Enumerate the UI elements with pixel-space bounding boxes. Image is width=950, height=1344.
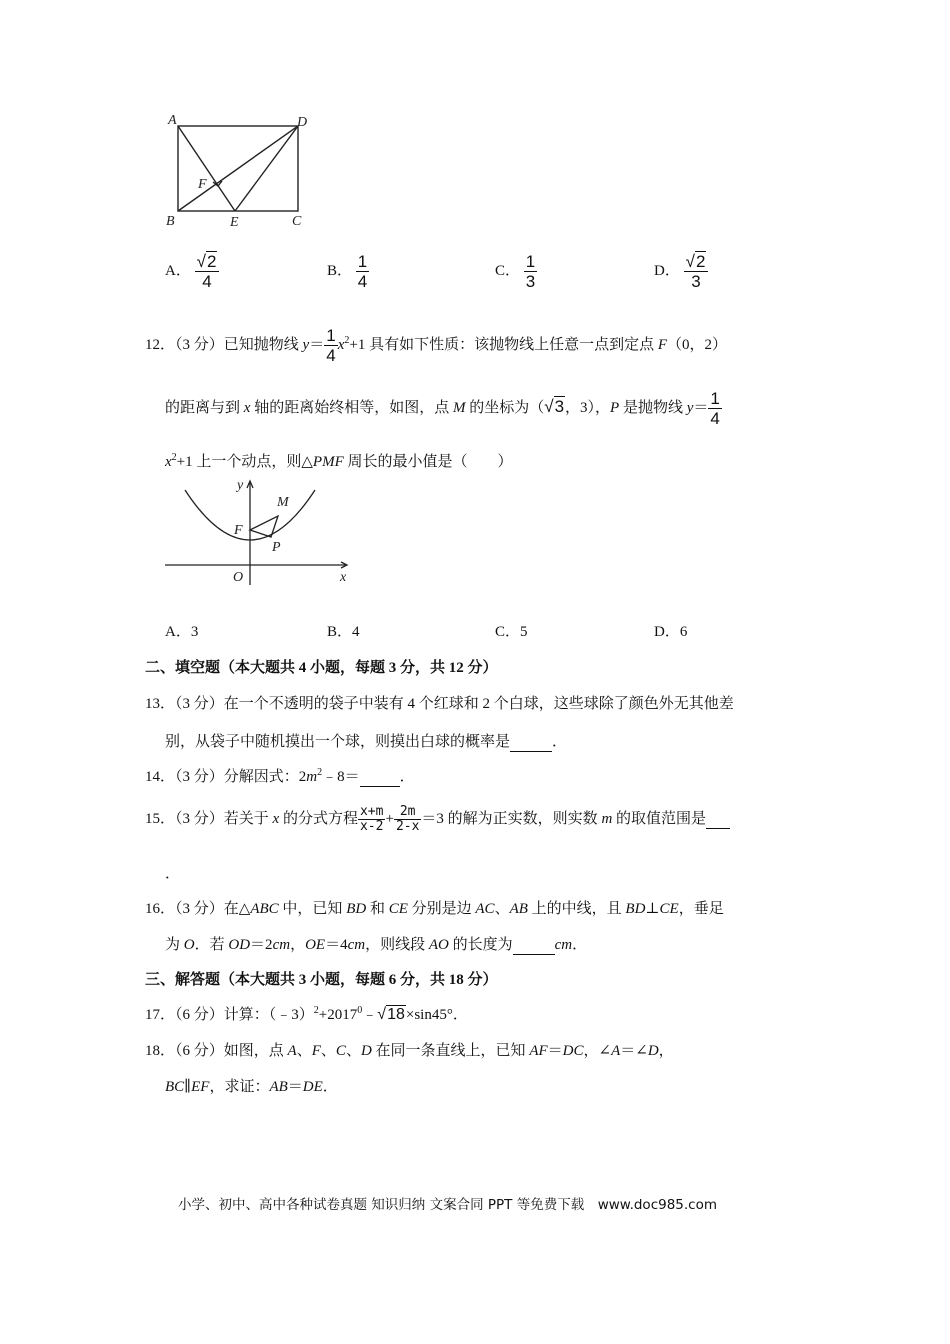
q18-line-2: BC∥EF，求证：AB＝DE． [165,1079,338,1095]
page-footer: 小学、初中、高中各种试卷真题 知识归纳 文案合同 PPT 等免费下载 www.doc985.com [178,1197,718,1213]
q11-option-b[interactable] [327,252,369,291]
option-fraction [524,252,537,291]
label-M: M [277,495,289,510]
answer-blank[interactable] [360,769,400,787]
section-3-heading: 三、解答题（本大题共 3 小题，每题 6 分，共 18 分） [145,972,498,988]
label-C: C [292,214,302,229]
fraction-one-quarter: $\frac{1}{4}$ [710,389,720,428]
denominator: 3 [525,272,536,291]
q13-line-1: 13．（3 分）在一个不透明的袋子中装有 4 个红球和 2 个白球，这些球除了颜色外无其他差 [145,696,734,712]
label-O: O [233,570,244,585]
q12-option-c[interactable]: C．5 [495,624,528,640]
q12-line-2: 的距离与到 x 轴的距离始终相等，如图，点 M 的坐标为（√3，3），P 是抛物线 y＝ $\frac{1}{4}$ [165,389,720,428]
q11-option-d[interactable] [654,252,708,291]
q16-line-2: 为 O．若 OD＝2cm，OE＝4cm，则线段 AO 的长度为 cm． [165,937,588,953]
fraction-1: $\frac{x+m}{x-2}$ [359,804,384,834]
q12-option-d[interactable]: D．6 [654,624,688,640]
denominator: 3 [691,272,701,291]
q13-line-2: 别，从袋子中随机摸出一个球，则摸出白球的概率是 ． [165,734,568,750]
label-F: F [198,177,207,192]
label-B: B [166,214,175,229]
q12-line-3: $x^2+1$ 上一个动点，则△PMF 周长的最小值是（ ） [165,452,513,470]
label-P: P [272,540,281,555]
option-fraction: $\frac{√2}{4}$ [195,252,220,291]
numerator: 1 [525,252,536,271]
fraction-one-quarter: $\frac{1}{4}$ [326,326,336,365]
q14-line: 14．（3 分）分解因式：$2m^2﹣8=$ ． [145,767,415,785]
denominator: 4 [202,272,212,291]
option-letter: C． [495,262,521,279]
q17-line: 17．（6 分）计算：$(﹣3)^2+2017^0﹣√18\times\sin 45^\circ$． [145,1005,468,1023]
fraction-2: $\frac{2m}{2-x}$ [395,804,420,834]
numerator: 1 [357,252,368,271]
q12-option-b[interactable]: B．4 [327,624,360,640]
option-letter: B． [327,262,353,279]
parabola-figure [160,475,360,590]
section-2-heading: 二、填空题（本大题共 4 小题，每题 3 分，共 12 分） [145,660,498,676]
answer-blank[interactable] [510,734,552,752]
label-A: A [168,113,177,128]
q11-option-a[interactable] [165,252,219,291]
q12-option-a[interactable]: A．3 [165,624,199,640]
option-letter: A． [165,262,191,279]
q12-line-1: 12．（3 分）已知抛物线 y＝ $\frac{1}{4}$ $x^2+1$ 具有如下性质：该抛物线上任意一点到定点 F（0，2） [145,326,728,365]
answer-blank[interactable] [706,811,730,829]
option-fraction: $\frac{√2}{3}$ [684,252,709,291]
q16-line-1: 16．（3 分）在△ABC 中，已知 BD 和 CE 分别是边 AC、AB 上的中线，且 BD⊥CE，垂足 [145,901,724,917]
axis-x-label: x [340,570,347,585]
option-fraction [356,252,369,291]
radicand: 2 [206,252,217,271]
label-F: F [234,523,243,538]
option-letter: D． [654,262,680,279]
q15-end: ． [165,866,181,882]
q18-line-1: 18．（6 分）如图，点 A、F、C、D 在同一条直线上，已知 AF＝DC，∠A＝∠D， [145,1043,674,1059]
denominator: 4 [357,272,368,291]
sqrt-3: √3 [544,396,565,416]
q15-line: 15．（3 分）若关于 x 的分式方程 $\frac{x+m}{x-2}$ + $\frac{2m}{2-x}$ ＝3 的解为正实数，则实数 m 的取值范围是 [145,805,730,834]
label-E: E [230,215,239,230]
axis-y-label: y [237,478,244,493]
rectangle-figure [160,108,320,233]
answer-blank[interactable] [513,937,555,955]
label-D: D [297,115,308,130]
radicand: 2 [695,252,706,271]
sqrt-18: √18 [377,1006,405,1023]
q11-option-c[interactable] [495,252,537,291]
